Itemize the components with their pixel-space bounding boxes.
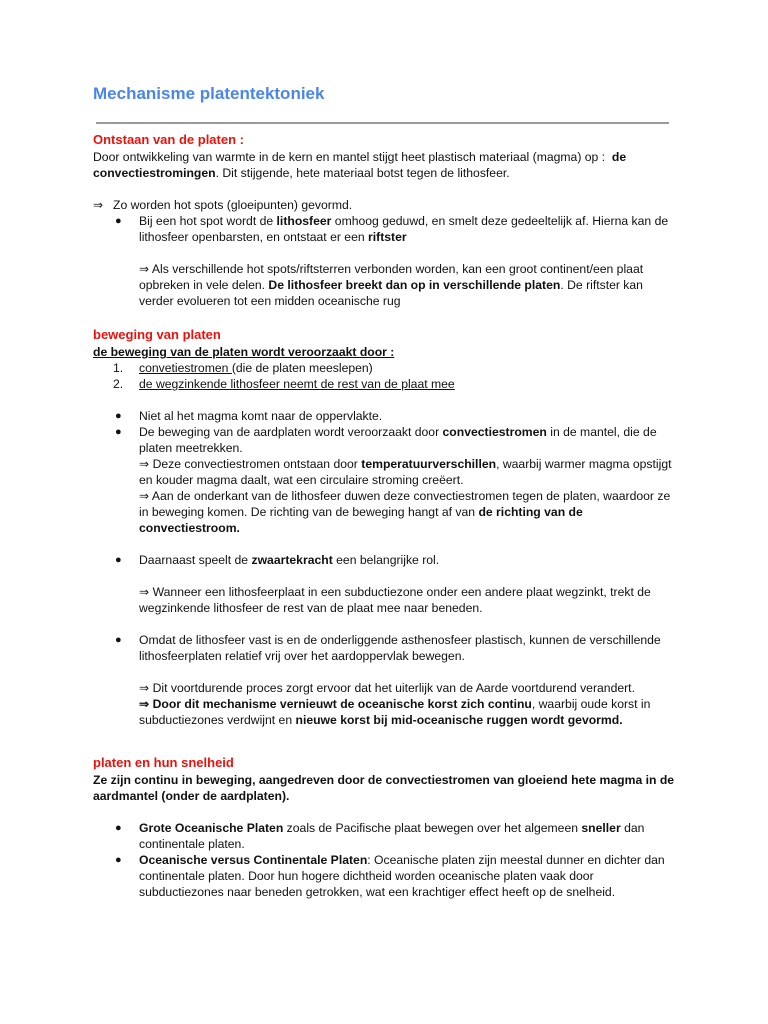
bold-text: de richting van de convectiestroom. — [139, 505, 583, 535]
bold-text: sneller — [581, 821, 621, 835]
sub-paragraph — [93, 261, 678, 309]
bullet-icon: ● — [115, 426, 122, 438]
list-item — [93, 408, 678, 424]
text: ⇒ Dit voortdurende proces zorgt ervoor dat het uiterlijk van de Aarde voortdurend verandert. — [139, 681, 635, 695]
section-heading-ontstaan: Ontstaan van de platen : — [93, 132, 244, 147]
text: Door ontwikkeling van warmte in de kern en mantel stijgt heet plastisch materiaal (magma) op : — [93, 150, 606, 164]
bold-text: ⇒ Door dit mechanisme vernieuwt de oceanische korst zich continu — [139, 697, 532, 711]
section-heading-snelheid: platen en hun snelheid — [93, 755, 234, 770]
title-divider — [96, 122, 669, 124]
list-item — [93, 632, 678, 664]
text: Bij een hot spot wordt de — [139, 214, 277, 228]
underlined-text: convetiestromen — [139, 361, 232, 375]
text: Omdat de lithosfeer vast is en de onderliggende asthenosfeer plastisch, kunnen de verschillende lithosfeerplaten relatief vrij over het aardoppervlak bewegen. — [139, 633, 661, 663]
text: een belangrijke rol. — [332, 553, 440, 567]
text: zoals de Pacifische plaat bewegen over het algemeen — [283, 821, 582, 835]
bold-text: lithosfeer — [276, 214, 332, 228]
bold-text: temperatuurverschillen — [361, 457, 497, 471]
text: Zo worden hot spots (gloeipunten) gevormd. — [113, 198, 353, 212]
text: omhoog geduwd, en smelt deze gedeeltelijk af. Hierna kan de lithosfeer openbarsten, en ontstaat er een — [139, 214, 669, 244]
text: in de mantel, die de platen meetrekken. — [139, 425, 657, 455]
list-number: 1. — [113, 361, 124, 375]
list-item — [93, 820, 678, 852]
list-item — [93, 852, 678, 900]
bold-text: nieuwe korst bij mid-oceanische ruggen wordt gevormd. — [295, 713, 623, 727]
sub-paragraph: ⇒ Wanneer een lithosfeerplaat in een subductiezone onder een andere plaat wegzinkt, trekt de wegzinkende lithosfeer de rest van de plaat mee naar beneden. — [139, 585, 651, 615]
bold-text: Oceanische versus Continentale Platen — [139, 853, 368, 867]
subheading — [93, 344, 678, 360]
section-heading-beweging: beweging van platen — [93, 327, 221, 342]
text: , waarbij oude korst in subductiezones verdwijnt en — [139, 697, 651, 727]
ordered-item — [93, 376, 678, 392]
bold-text: riftster — [368, 230, 407, 244]
bullet-icon: ● — [115, 634, 122, 646]
bullet-icon: ● — [115, 215, 122, 227]
sub-paragraph — [93, 680, 678, 728]
bullet-icon: ● — [115, 554, 122, 566]
bold-text: de convectiestromingen — [93, 150, 627, 180]
paragraph-intro — [93, 772, 678, 804]
underlined-text: de beweging van de platen wordt veroorzaakt door : — [93, 345, 395, 359]
section-ontstaan — [93, 131, 678, 309]
bold-text: zwaartekracht — [251, 553, 333, 567]
section-snelheid — [93, 754, 678, 900]
text: . Dit stijgende, hete materiaal botst tegen de lithosfeer. — [215, 166, 510, 180]
text: : Oceanische platen zijn meestal dunner en dichter dan continentale platen. Door hun hogere dichtheid worden oceanische platen vaak door subductiezones naar beneden getrokken, wat een krachtiger effect heeft op de snelheid. — [139, 853, 665, 899]
underlined-text: de wegzinkende lithosfeer neemt de rest van de plaat mee — [139, 377, 455, 391]
text: Niet al het magma komt naar de oppervlakte. — [139, 409, 383, 423]
page-title: Mechanisme platentektoniek — [93, 84, 325, 103]
ordered-item — [93, 360, 678, 376]
text: ⇒ Aan de onderkant van de lithosfeer duwen deze convectiestromen tegen de platen, waardoor ze in beweging komen. De richting van de beweging hangt af van — [139, 489, 671, 519]
bullet-icon: ● — [115, 410, 122, 422]
bold-text: Ze zijn continu in beweging, aangedreven door de convectiestromen van gloeiend hete magma in de aardmantel (onder de aardplaten). — [93, 773, 675, 803]
bullet-icon: ● — [115, 854, 122, 866]
text: . De riftster kan verder evolueren tot een midden oceanische rug — [139, 278, 643, 308]
list-number: 2. — [113, 377, 124, 391]
text: dan continentale platen. — [139, 821, 645, 851]
text: De beweging van de aardplaten wordt veroorzaakt door — [139, 425, 443, 439]
text: Daarnaast speelt de — [139, 553, 252, 567]
bold-text: convectiestromen — [442, 425, 547, 439]
text: ⇒ Als verschillende hot spots/riftsterren verbonden worden, kan een groot continent/een plaat opbreken in vele delen. — [139, 262, 644, 292]
list-item — [93, 552, 678, 568]
bullet-icon: ● — [115, 822, 122, 834]
arrow-paragraph-hotspots — [93, 197, 678, 213]
section-beweging — [93, 326, 678, 728]
text: ⇒ Deze convectiestromen ontstaan door — [139, 457, 362, 471]
arrow-icon: ⇒ — [93, 198, 104, 212]
list-item — [93, 424, 678, 536]
list-item — [93, 213, 678, 245]
paragraph-intro — [93, 149, 678, 181]
text: (die de platen meeslepen) — [231, 361, 373, 375]
bold-text: Grote Oceanische Platen — [139, 821, 284, 835]
text: , waarbij warmer magma opstijgt en kouder magma daalt, wat een circulaire stroming creëert. — [139, 457, 672, 487]
bold-text: De lithosfeer breekt dan op in verschillende platen — [268, 278, 561, 292]
